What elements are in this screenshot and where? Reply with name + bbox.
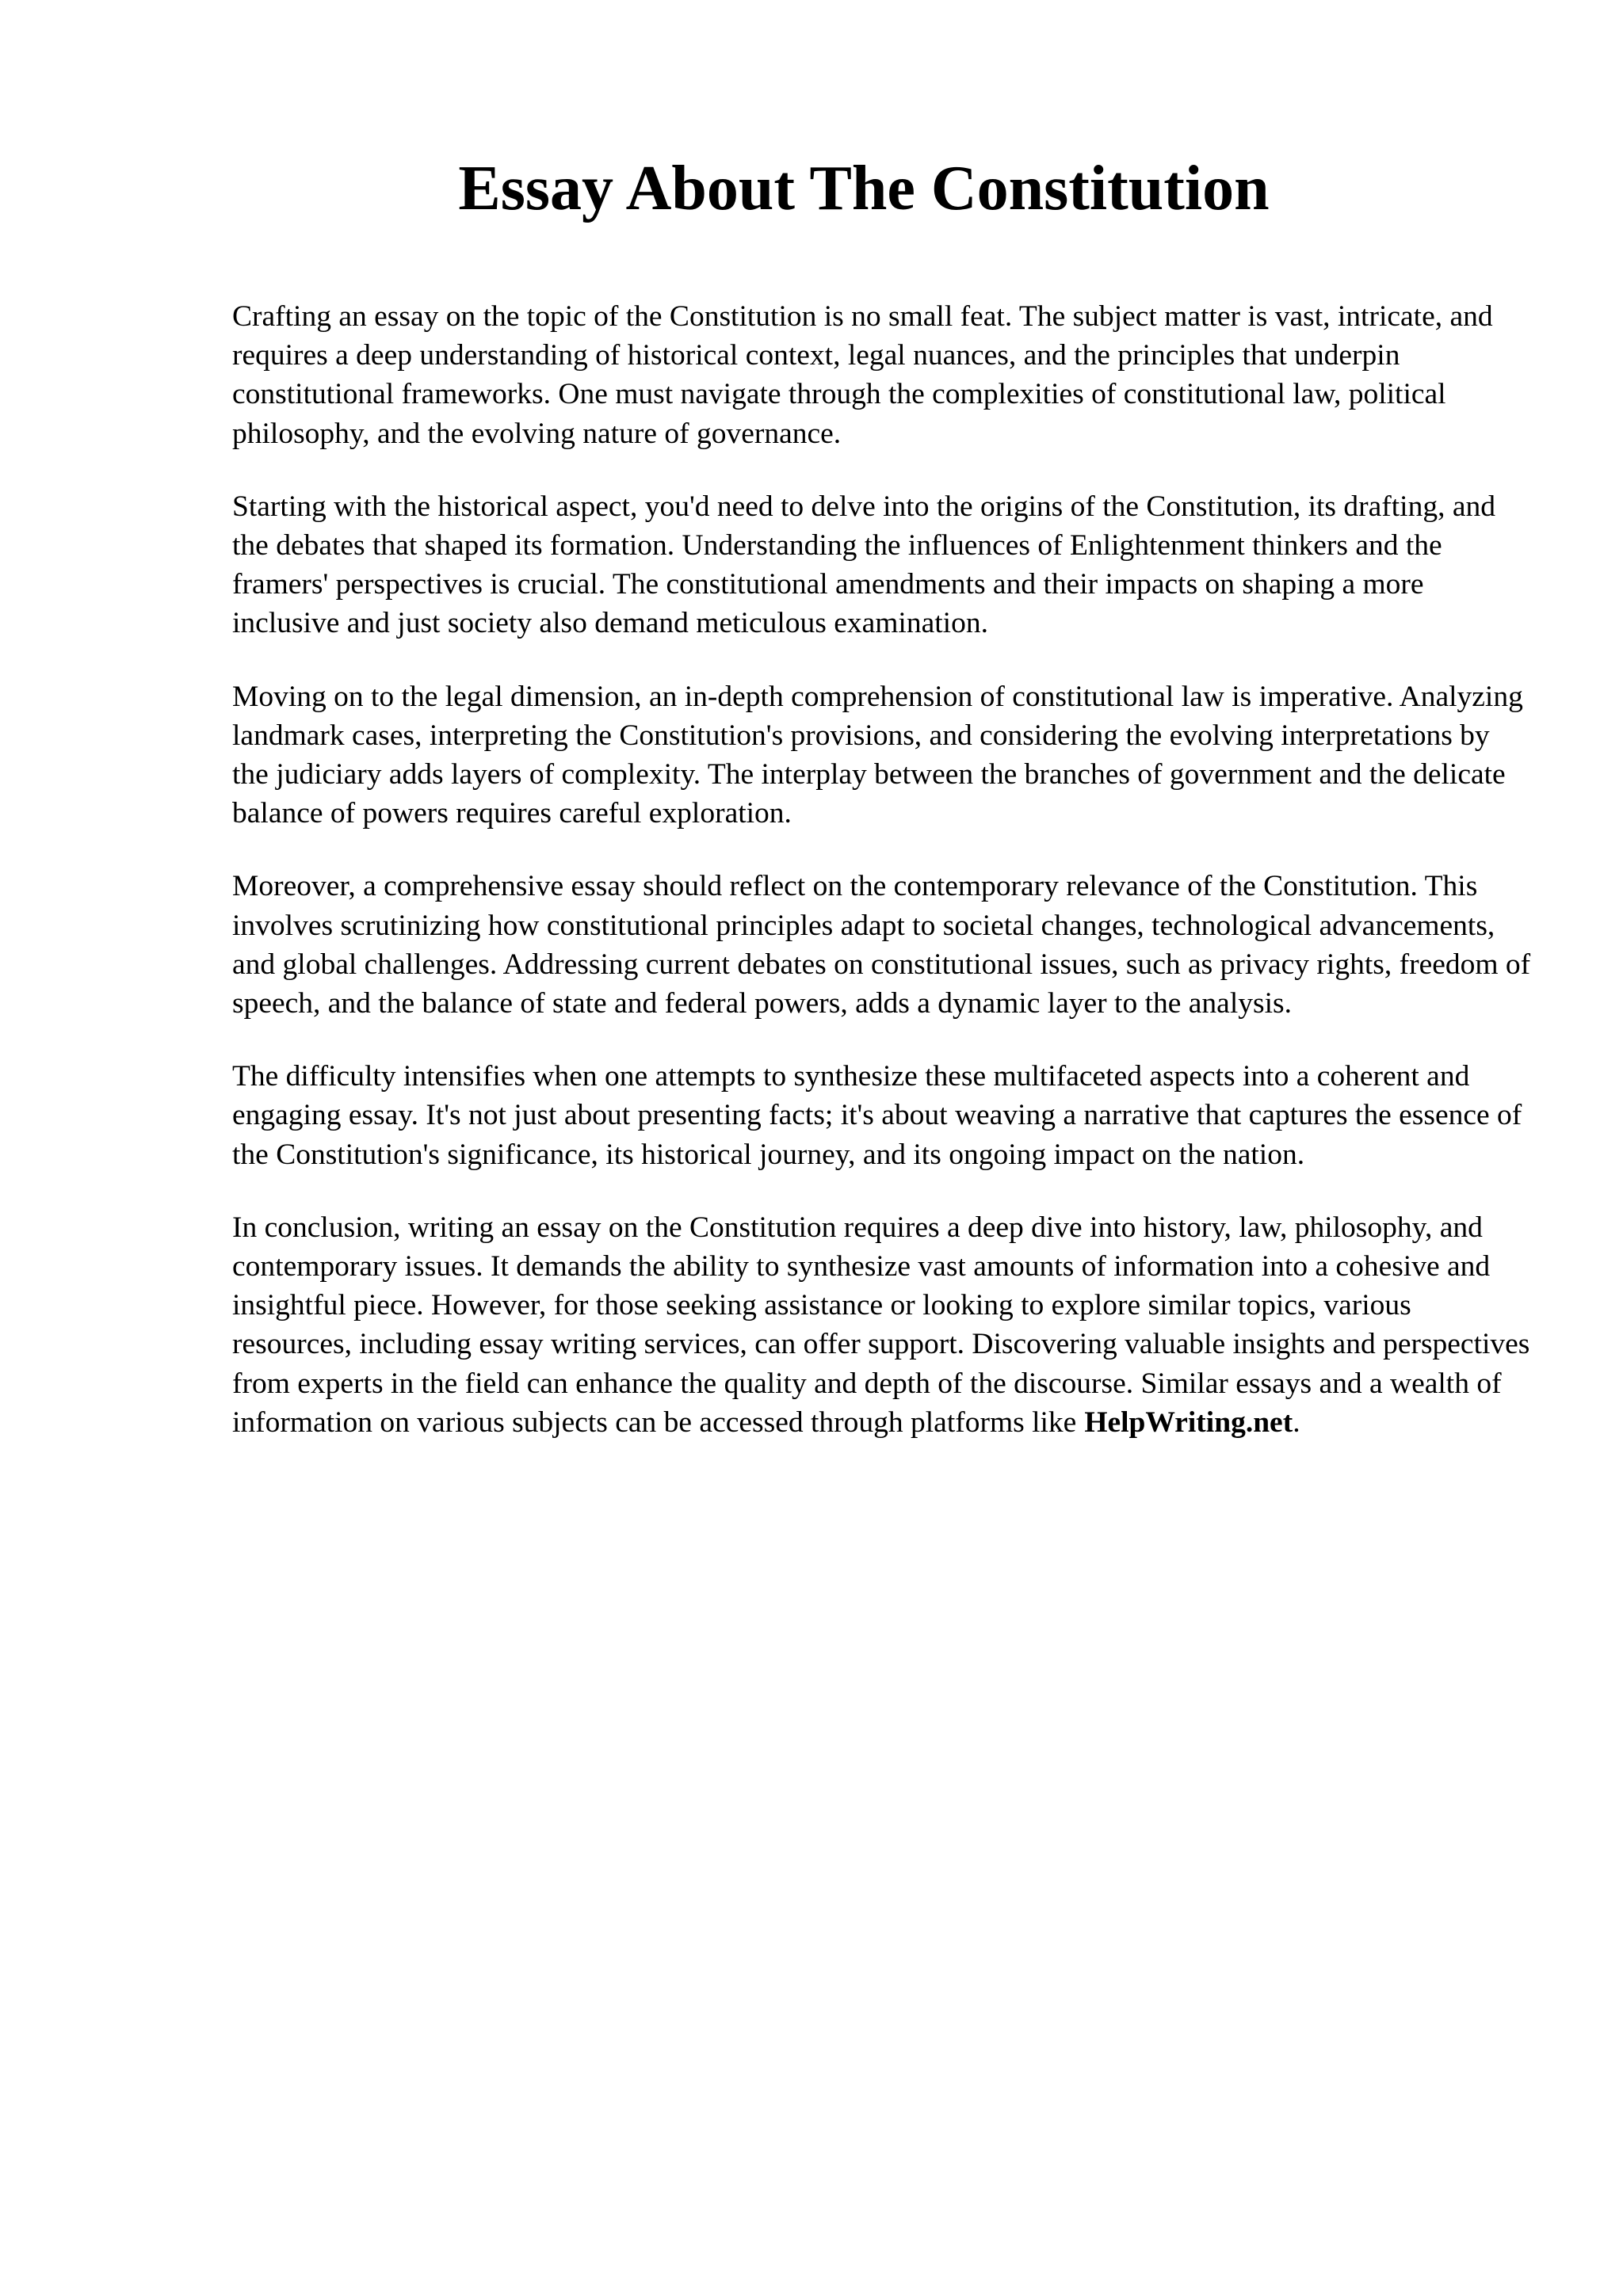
paragraph: The difficulty intensifies when one attempts to synthesize these multifaceted aspects into a coherent and engaging essay. It's not just about presenting facts; it's about weaving a narrative that captures the essence of the Constitution's significance, its historical journey, and its ongoing impact on the nation. bbox=[232, 1060, 1522, 1171]
paragraph: Moreover, a comprehensive essay should reflect on the contemporary relevance of the Constitution. This involves scrutinizing how constitutional principles adapt to societal changes, technological advancements, and global challenges. Addressing current debates on constitutional issues, such as privacy rights, freedom of speech, and the balance of state and federal powers, adds a dynamic layer to the analysis. bbox=[232, 870, 1531, 1020]
conclusion-text: In conclusion, writing an essay on the Constitution requires a deep dive into history, law, philosophy, and contemporary issues. It demands the ability to synthesize vast amounts of information into a cohesive and insightful piece. However, for those seeking assistance or looking to explore similar topics, various resources, including essay writing services, can offer support. Discovering valuable insights and perspectives from experts in the field can enhance the quality and depth of the discourse. Similar essays and a wealth of information on various subjects can be accessed through platforms like bbox=[232, 1211, 1530, 1439]
page-title: Essay About The Constitution bbox=[458, 154, 1270, 223]
conclusion-end-punct: . bbox=[1293, 1405, 1300, 1439]
paragraph: Moving on to the legal dimension, an in-depth comprehension of constitutional law is imperative. Analyzing landmark cases, interpreting the Constitution's provisions, and considering the evolving interpretations by the judiciary adds layers of complexity. The interplay between the branches of government and the delicate balance of powers requires careful exploration. bbox=[232, 680, 1523, 830]
paragraph: Starting with the historical aspect, you'd need to delve into the origins of the Constitution, its drafting, and the debates that shaped its formation. Understanding the influences of Enlightenment thinkers and the framers' perspectives is crucial. The constitutional amendments and their impacts on shaping a more inclusive and just society also demand meticulous examination. bbox=[232, 490, 1495, 640]
helpwriting-link[interactable]: HelpWriting.net bbox=[1084, 1405, 1293, 1439]
essay-body bbox=[232, 297, 1532, 1476]
paragraph: Crafting an essay on the topic of the Constitution is no small feat. The subject matter is vast, intricate, and requires a deep understanding of historical context, legal nuances, and the principles that underpin constitutional frameworks. One must navigate through the complexities of constitutional law, political philosophy, and the evolving nature of governance. bbox=[232, 300, 1493, 450]
conclusion-paragraph bbox=[232, 1208, 1532, 1442]
